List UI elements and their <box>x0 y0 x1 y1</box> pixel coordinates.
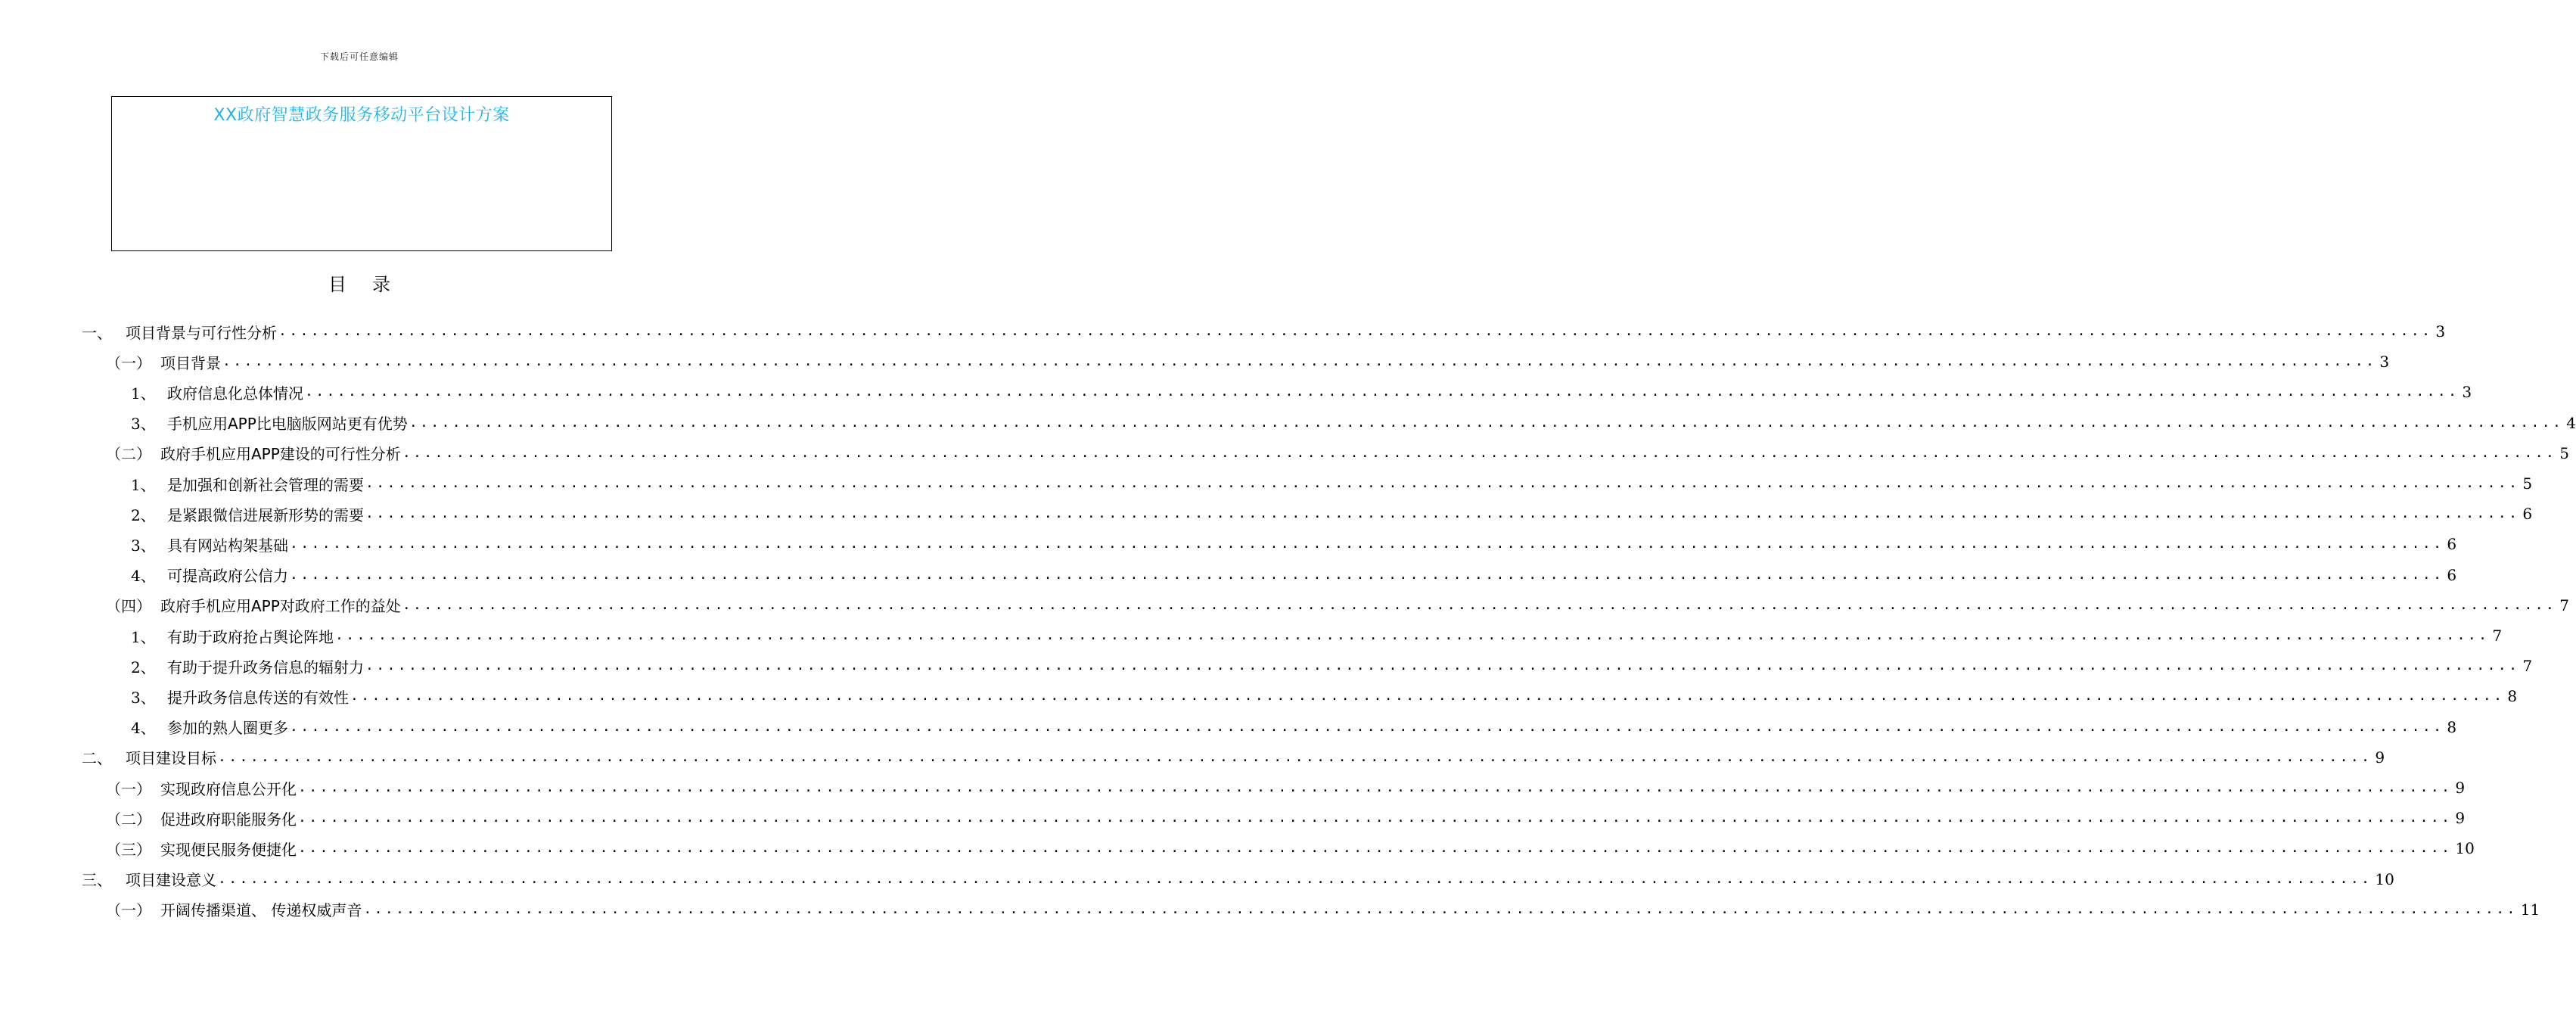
toc-entry[interactable] <box>106 438 2569 468</box>
toc-entry-page: 9 <box>2455 809 2466 828</box>
toc-entry-title: 具有网站构架基础 <box>167 536 288 555</box>
toc-entry[interactable] <box>106 590 2569 620</box>
document-title: XX政府智慧政务服务移动平台设计方案 <box>213 106 510 125</box>
toc-dot-leader: ........................................................................................................................................................................................................ <box>402 444 2557 461</box>
toc-entry-page: 3 <box>2462 383 2472 402</box>
toc-entry-page: 8 <box>2507 687 2518 706</box>
toc-entry-number: 1、 <box>131 627 156 646</box>
toc-heading <box>0 269 719 296</box>
toc-entry-number: （一） <box>106 353 151 372</box>
toc-entry[interactable] <box>82 864 2394 894</box>
toc-entry-page: 9 <box>2375 748 2385 767</box>
toc-entry-number: 1、 <box>131 384 156 403</box>
toc-dot-leader: ........................................................................................................................................................................................................ <box>290 536 2444 552</box>
toc-entry-page: 5 <box>2522 474 2533 493</box>
toc-entry[interactable] <box>131 499 2533 529</box>
toc-entry-number: 2、 <box>131 505 156 524</box>
toc-entry-title: 项目背景与可行性分析 <box>126 323 277 342</box>
toc-entry-title: 开阔传播渠道、 传递权威声音 <box>160 901 362 920</box>
toc-dot-leader: ........................................................................................................................................................................................................ <box>365 658 2520 674</box>
toc-entry-number: 3、 <box>131 688 156 707</box>
toc-entry-title: 项目建设意义 <box>126 871 216 890</box>
toc-entry-page: 7 <box>2559 596 2569 614</box>
toc-entry-title: 项目建设目标 <box>126 749 216 768</box>
toc-entry-title: 实现政府信息公开化 <box>160 779 297 798</box>
toc-entry-title: 实现便民服务便捷化 <box>160 840 297 859</box>
toc-entry-number: （二） <box>106 810 151 829</box>
toc-entry-title: 是紧跟微信进展新形势的需要 <box>167 505 364 524</box>
toc-entry-page: 9 <box>2455 779 2466 797</box>
toc-entry[interactable] <box>131 681 2518 711</box>
toc-dot-leader: ........................................................................................................................................................................................................ <box>305 384 2459 400</box>
toc-heading-char: 录 <box>372 274 390 295</box>
toc-dot-leader: ........................................................................................................................................................................................................ <box>218 748 2372 765</box>
toc-entry[interactable] <box>131 712 2457 742</box>
toc-entry-number: 三、 <box>82 871 112 890</box>
toc-dot-leader: ........................................................................................................................................................................................................ <box>335 627 2490 643</box>
toc-dot-leader: ........................................................................................................................................................................................................ <box>298 840 2453 857</box>
toc-entry-page: 5 <box>2559 443 2569 462</box>
toc-entry-page: 10 <box>2375 869 2394 888</box>
toc-entry-number: 1、 <box>131 475 156 494</box>
header-note: 下载后可任意编辑 <box>319 51 399 62</box>
toc-entry[interactable] <box>131 620 2503 651</box>
toc-entry[interactable] <box>106 803 2466 833</box>
toc-dot-leader: ........................................................................................................................................................................................................ <box>363 900 2518 917</box>
toc-entry-title: 手机应用APP比电脑版网站更有优势 <box>167 415 408 434</box>
toc-dot-leader: ........................................................................................................................................................................................................ <box>298 810 2453 826</box>
toc-entry[interactable] <box>82 742 2385 773</box>
toc-dot-leader: ........................................................................................................................................................................................................ <box>409 414 2564 431</box>
toc-entry-number: 4、 <box>131 567 156 586</box>
toc-entry-number: 一、 <box>82 323 112 342</box>
toc-entry-number: （一） <box>106 901 151 920</box>
toc-entry[interactable] <box>131 468 2533 499</box>
toc-entry-page: 6 <box>2447 565 2457 584</box>
toc-dot-leader: ........................................................................................................................................................................................................ <box>402 596 2557 613</box>
toc-entry[interactable] <box>82 316 2446 347</box>
toc-entry[interactable] <box>131 651 2533 681</box>
toc-entry[interactable] <box>106 773 2466 803</box>
toc-entry[interactable] <box>131 529 2457 559</box>
toc-entry-title: 有助于提升政务信息的辐射力 <box>167 658 364 676</box>
toc-entry-number: 4、 <box>131 719 156 738</box>
toc-heading-char: 目 <box>328 274 346 295</box>
toc-entry-number: 2、 <box>131 658 156 676</box>
toc-entry[interactable] <box>106 833 2475 863</box>
toc-dot-leader: ........................................................................................................................................................................................................ <box>290 566 2444 583</box>
toc-entry-page: 6 <box>2522 505 2533 524</box>
toc-dot-leader: ........................................................................................................................................................................................................ <box>278 323 2433 339</box>
toc-entry-title: 促进政府职能服务化 <box>160 810 297 829</box>
toc-entry-number: 二、 <box>82 749 112 768</box>
toc-entry-title: 有助于政府抢占舆论阵地 <box>167 627 334 646</box>
toc-entry[interactable] <box>106 894 2540 925</box>
toc-dot-leader: ........................................................................................................................................................................................................ <box>350 688 2505 704</box>
toc-entry-number: （一） <box>106 779 151 798</box>
toc-entry-page: 7 <box>2522 657 2533 676</box>
toc-entry[interactable] <box>131 408 2576 438</box>
toc-entry-number: 3、 <box>131 415 156 434</box>
toc-entry-title: 提升政务信息传送的有效性 <box>167 688 349 707</box>
toc-entry-number: （四） <box>106 597 151 616</box>
toc-dot-leader: ........................................................................................................................................................................................................ <box>222 353 2377 370</box>
toc-entry-page: 10 <box>2455 839 2475 858</box>
toc-entry[interactable] <box>131 560 2457 590</box>
toc-entry-number: 3、 <box>131 536 156 555</box>
toc-entry-page: 3 <box>2435 322 2446 341</box>
toc-entry-title: 参加的熟人圈更多 <box>167 719 288 738</box>
toc-entry-title: 政府手机应用APP建设的可行性分析 <box>160 445 401 464</box>
toc-entry-title: 政府手机应用APP对政府工作的益处 <box>160 597 401 616</box>
toc-dot-leader: ........................................................................................................................................................................................................ <box>218 870 2372 887</box>
toc-dot-leader: ........................................................................................................................................................................................................ <box>298 779 2453 795</box>
title-box <box>111 96 612 251</box>
toc-dot-leader: ........................................................................................................................................................................................................ <box>290 718 2444 735</box>
toc-entry-page: 4 <box>2566 413 2576 432</box>
toc-entry-page: 6 <box>2447 535 2457 554</box>
toc-entry-page: 11 <box>2520 900 2540 919</box>
toc-dot-leader: ........................................................................................................................................................................................................ <box>365 475 2520 491</box>
toc-entry-number: （二） <box>106 445 151 464</box>
toc-entry-page: 3 <box>2379 353 2390 372</box>
toc-dot-leader: ........................................................................................................................................................................................................ <box>365 505 2520 522</box>
toc-entry-title: 可提高政府公信力 <box>167 567 288 586</box>
toc-entry[interactable] <box>106 347 2390 377</box>
toc-entry[interactable] <box>131 377 2472 407</box>
toc-entry-title: 项目背景 <box>160 353 221 372</box>
toc-entry-page: 8 <box>2447 717 2457 736</box>
toc-entry-number: （三） <box>106 840 151 859</box>
toc-entry-page: 7 <box>2492 627 2503 645</box>
toc-entry-title: 是加强和创新社会管理的需要 <box>167 475 364 494</box>
toc-entry-title: 政府信息化总体情况 <box>167 384 303 403</box>
